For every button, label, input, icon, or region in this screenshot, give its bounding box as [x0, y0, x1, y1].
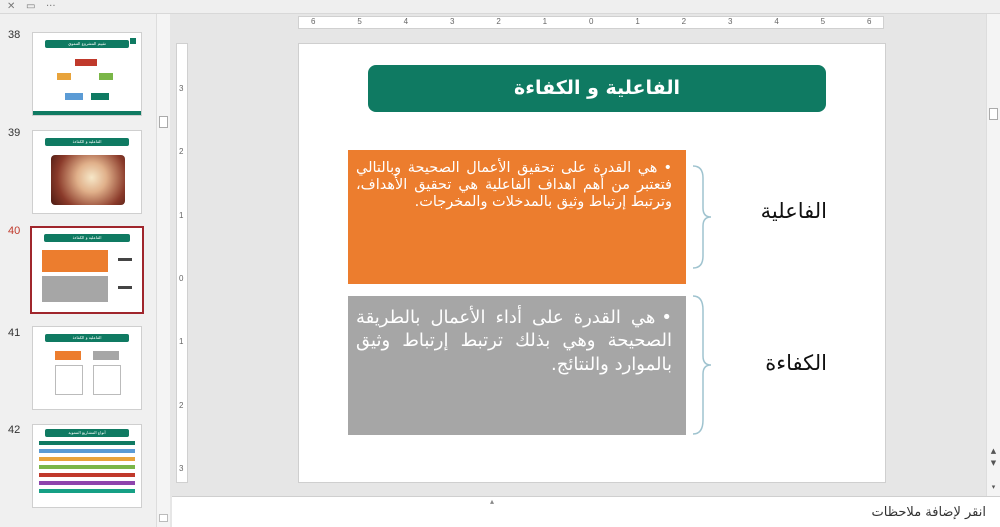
vertical-ruler[interactable]	[176, 43, 188, 483]
horizontal-ruler[interactable]	[298, 16, 884, 29]
thumbnail-title: تقييم المشروع التنموي	[45, 40, 129, 48]
efficiency-text: هي القدرة على أداء الأعمال بالطريقة الصحيحة وهي بذلك ترتبط إرتباط وثيق بالموارد والنتائج.	[356, 307, 672, 375]
bullet-icon: •	[661, 307, 672, 328]
thumbnail-orange-tag	[55, 351, 81, 360]
thumbnail-number: 38	[8, 29, 21, 41]
close-icon[interactable]: ✕	[7, 1, 16, 12]
ruler-tick-label: 2	[496, 17, 501, 26]
diagram-node	[99, 73, 113, 80]
slide-thumbnail-42[interactable]	[32, 424, 142, 508]
notes-pane[interactable]	[172, 496, 1000, 527]
thumbnail-title: الفاعلية و الكفاءة	[45, 334, 129, 342]
thumbnail-scrollbar[interactable]	[156, 14, 170, 527]
thumbnail-number: 40	[8, 225, 21, 237]
thumbnail-list-bar	[39, 465, 135, 469]
diagram-node	[57, 73, 71, 80]
thumbnail-list-bar	[39, 441, 135, 445]
editor-scrollbar[interactable]	[986, 14, 1000, 496]
thumbnail-gray-tag	[93, 351, 119, 360]
thumbnail-label	[118, 286, 132, 289]
ruler-tick-label: 5	[357, 17, 362, 26]
slide-title[interactable]: الفاعلية و الكفاءة	[368, 65, 826, 112]
scroll-down-arrow[interactable]: ▾	[991, 483, 996, 491]
slide-thumbnail-39[interactable]	[32, 130, 142, 214]
brace-shape[interactable]	[691, 294, 713, 436]
ruler-tick-label: 0	[179, 274, 184, 283]
ruler-tick-label: 1	[179, 210, 184, 220]
slide-canvas[interactable]	[298, 43, 886, 483]
slide-thumbnail-41[interactable]	[32, 326, 142, 410]
ruler-tick-label: 2	[681, 17, 687, 26]
thumbnail-title: الفاعلية و الكفاءة	[45, 138, 129, 146]
logo-icon	[129, 37, 137, 45]
thumbnail-number: 41	[8, 327, 21, 339]
scrollbar-thumb[interactable]	[159, 116, 168, 128]
thumbnail-title: أنواع المشاريع التنموية	[45, 429, 129, 437]
ruler-tick-label: 6	[867, 17, 872, 26]
more-options-icon[interactable]: ···	[46, 1, 56, 12]
slide-thumbnail-pane	[0, 14, 156, 527]
ruler-tick-label: 0	[589, 17, 594, 26]
bullet-icon: •	[663, 160, 672, 176]
thumbnail-title: الفاعلية و الكفاءة	[44, 234, 130, 242]
efficiency-text-box[interactable]	[348, 296, 686, 435]
slide-thumbnail-38[interactable]	[32, 32, 142, 116]
thumbnail-number: 42	[8, 424, 21, 436]
ruler-tick-label: 3	[728, 17, 733, 26]
ruler-tick-label: 1	[542, 17, 548, 26]
thumbnail-text-block	[93, 365, 121, 395]
thumbnail-gray-box	[42, 276, 108, 302]
brace-shape[interactable]	[691, 164, 713, 270]
diagram-node	[75, 59, 97, 66]
slide-thumbnail-40[interactable]	[30, 226, 144, 314]
next-slide-icon[interactable]: ▼	[990, 459, 997, 467]
diagram-node	[91, 93, 109, 100]
ruler-tick-label: 6	[311, 17, 316, 26]
effectiveness-text-box[interactable]	[348, 150, 686, 284]
thumbnail-footer-bar	[33, 111, 141, 115]
notes-placeholder[interactable]: انقر لإضافة ملاحظات	[871, 505, 986, 520]
title-strip	[0, 0, 1000, 14]
ruler-tick-label: 2	[179, 147, 184, 157]
previous-slide-icon[interactable]: ▲	[990, 447, 997, 455]
thumbnail-label	[118, 258, 132, 261]
effectiveness-text: هي القدرة على تحقيق الأعمال الصحيحة وبالتالي فتعتبر من أهم اهداف الفاعلية هي تحقيق الأهداف، وترتبط إرتباط وثيق بالمدخلات والمخرجات.	[356, 160, 672, 211]
thumbnail-number: 39	[8, 127, 21, 139]
ruler-tick-label: 1	[179, 337, 184, 347]
thumbnail-list-bar	[39, 457, 135, 461]
ruler-tick-label: 1	[635, 17, 640, 26]
scrollbar-thumb[interactable]	[989, 108, 998, 120]
ruler-tick-label: 4	[774, 17, 779, 26]
thumbnail-text-block	[55, 365, 83, 395]
ruler-tick-label: 3	[450, 17, 455, 26]
ruler-tick-label: 3	[179, 84, 184, 93]
ruler-tick-label: 2	[179, 400, 184, 410]
ruler-tick-label: 3	[179, 464, 184, 473]
thumbnail-list-bar	[39, 449, 135, 453]
thumbnail-list-bar	[39, 489, 135, 493]
resize-handle-icon[interactable]: ▴	[490, 497, 495, 506]
ruler-tick-label: 5	[820, 17, 826, 26]
effectiveness-label[interactable]: الفاعلية	[760, 199, 827, 223]
thumbnail-orange-box	[42, 250, 108, 272]
lightbulb-hands-image	[51, 155, 125, 205]
diagram-node	[65, 93, 83, 100]
efficiency-label[interactable]: الكفاءة	[765, 351, 827, 375]
thumbnail-list-bar	[39, 481, 135, 485]
scroll-down-arrow[interactable]	[159, 514, 168, 522]
ruler-tick-label: 4	[403, 17, 409, 26]
restore-icon[interactable]: ▭	[26, 1, 36, 12]
thumbnail-list-bar	[39, 473, 135, 477]
